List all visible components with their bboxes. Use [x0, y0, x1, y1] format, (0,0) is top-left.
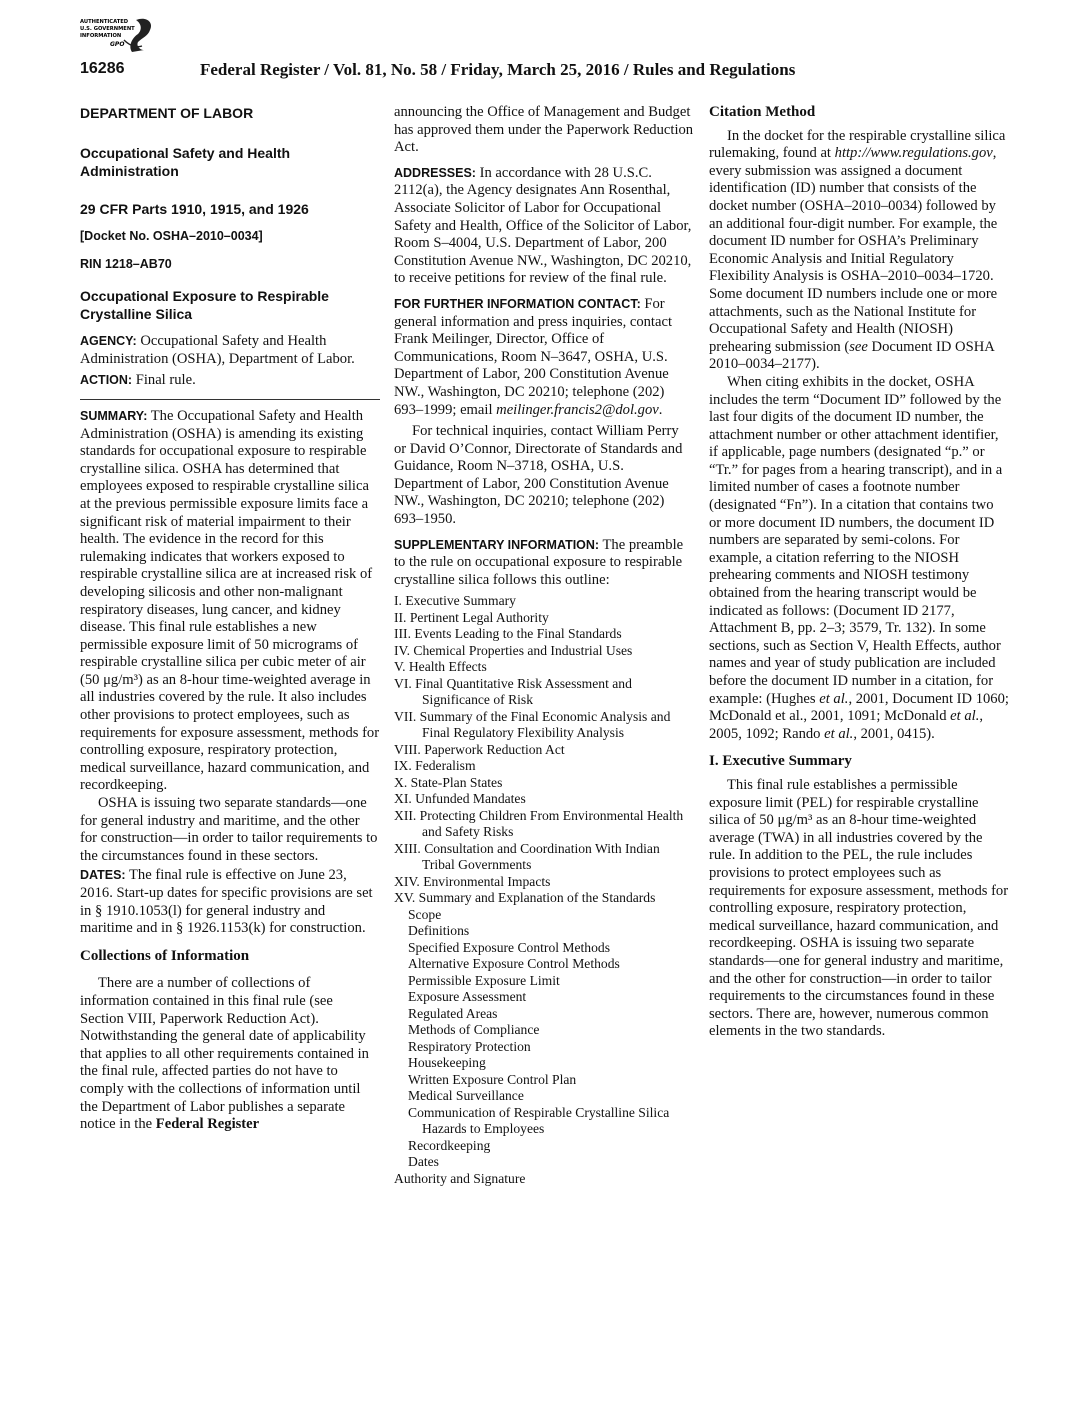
cfr-parts: 29 CFR Parts 1910, 1915, and 1926	[80, 201, 309, 217]
outline-item: IV. Chemical Properties and Industrial Uses	[394, 642, 633, 658]
outline-item: XI. Unfunded Mandates	[394, 791, 526, 807]
addresses-label: ADDRESSES:	[394, 165, 476, 180]
logo-line-1: AUTHENTICATED	[80, 19, 129, 25]
outline-item: II. Pertinent Legal Authority	[394, 609, 549, 625]
supplementary-block	[394, 537, 694, 590]
dates-block	[80, 867, 380, 937]
summary-block	[80, 408, 380, 795]
contact-email[interactable]: meilinger.francis2@dol.gov	[496, 401, 659, 418]
column-3	[709, 104, 1009, 1041]
summary-label: SUMMARY:	[80, 408, 148, 423]
outline-subitem: Alternative Exposure Control Methods	[408, 956, 620, 972]
federal-register-term: Federal Register	[155, 1116, 260, 1133]
divider	[80, 399, 380, 400]
rule-title: Occupational Exposure to Respirable Crystalline Silica	[80, 288, 329, 323]
dates-text: The final rule is effective on June 23, 2016. Start-up dates for specific provisions are set in § 1910.1053(l) for general industry and maritime and in § 1926.1153(k) for construction.	[80, 867, 373, 937]
agency-block	[80, 333, 380, 368]
technical-inquiries: For technical inquiries, contact William Perry or David O’Connor, Directorate of Standards and Guidance, Room N–3718, OSHA, U.S. Department of Labor, 200 Constitution Avenue NW., Washington, DC 20210; telephone (202) 693–1950.	[394, 423, 683, 528]
outline-item: XIII. Consultation and Coordination With Indian Tribal Governments	[394, 840, 660, 873]
collections-heading: Collections of Information	[80, 947, 250, 964]
outline-subitem: Communication of Respirable Crystalline Silica Hazards to Employees	[408, 1104, 670, 1137]
outline-item: X. State-Plan States	[394, 774, 503, 790]
outline-item: VIII. Paperwork Reduction Act	[394, 741, 565, 757]
action-text: Final rule.	[135, 372, 196, 389]
outline-subitem: Scope	[408, 906, 442, 922]
docket-number: [Docket No. OSHA–2010–0034]	[80, 229, 263, 243]
rin-number: RIN 1218–AB70	[80, 256, 172, 271]
logo-line-3: INFORMATION	[80, 33, 122, 39]
outline-list	[394, 593, 694, 1187]
outline-item: I. Executive Summary	[394, 593, 516, 609]
citation-paragraph-1: In the docket for the respirable crystalline silica rulemaking, found at http://www.regulations.gov, every submission was assigned a document identification (ID) number that consists of the docket number (OSHA–2010–0034) followed by an additional four-digit number. For example, the document ID number for OSHA’s Preliminary Economic Analysis and Initial Regulatory Flexibility Analysis is OSHA–2010–0034–1720. Some document ID numbers include one or more attachments, such as the National Institute for Occupational Safety and Health (NIOSH) prehearing submission (see Document ID OSHA 2010–0034–2177).	[709, 127, 1006, 373]
summary-text: The Occupational Safety and Health Administration (OSHA) is amending its existing standards for occupational exposure to respirable crystalline silica. OSHA has determined that employees exposed to respirable crystalline silica at the previous permissible exposure limits face a significant risk of material impairment to their health. The evidence in the record for this rulemaking indicates that workers exposed to respirable crystalline silica are at increased risk of developing silicosis and other non-malignant respiratory diseases, lung cancer, and kidney disease. This final rule establishes a new permissible exposure limit of 50 micrograms of respirable crystalline silica per cubic meter of air (50 μg/m³) as an 8-hour time-weighted average in all industries covered by the rule. It also includes other provisions to protect employees, such as requirements for exposure assessment, methods for controlling exposure, respiratory protection, medical surveillance, hazard communication, and recordkeeping.	[80, 407, 380, 794]
collections-text: There are a number of collections of information contained in this final rule (see Section VIII, Paperwork Reduction Act). Notwithstanding the general date of applicability that applies to all other requirements contained in the final rule, affected parties do not have to comply with the collections of information until the Department of Labor publishes a separate notice in the Federal Register	[80, 975, 369, 1133]
outline-subitem: Respiratory Protection	[408, 1038, 531, 1054]
outline-subitem: Definitions	[408, 923, 470, 939]
outline-subitem: Specified Exposure Control Methods	[408, 939, 610, 955]
regulations-link[interactable]: http://www.regulations.gov	[834, 145, 993, 162]
continued-text: announcing the Office of Management and Budget has approved them under the Paperwork Reduction Act.	[394, 104, 694, 156]
outline-subitem: Permissible Exposure Limit	[408, 972, 560, 988]
outline-subitem: Recordkeeping	[408, 1137, 491, 1153]
agency-text: Occupational Safety and Health Administration (OSHA), Department of Labor.	[80, 333, 355, 367]
addresses-block	[394, 165, 694, 288]
outline-subitem: Exposure Assessment	[408, 989, 527, 1005]
outline-item: VII. Summary of the Final Economic Analysis and Final Regulatory Flexibility Analysis	[394, 708, 671, 741]
addresses-text: In accordance with 28 U.S.C. 2112(a), the Agency designates Ann Rosenthal, Associate Solicitor of Labor for Occupational Safety and Health, Office of the Solicitor of Labor, Room S–4004, U.S. Department of Labor, 200 Constitution Avenue NW., Washington, DC 20210, to receive petitions for review of the final rule.	[394, 164, 692, 287]
citation-paragraph-2: When citing exhibits in the docket, OSHA includes the term “Document ID” followed by the last four digits of the document ID number, the attachment number or other attachment identifier, if applicable, page numbers (designated “p.” or “Tr.” for pages from a hearing transcript), and in a limited number of cases a footnote number (designated “Fn”). In a citation that contains two or more document ID numbers, the document ID numbers are separated by semi-colons. For example, a citation referring to the NIOSH prehearing comments and NIOSH testimony obtained from the hearing transcript would be indicated as follows: (Document ID 2177, Attachment B, pp. 2–3; 3579, Tr. 132). In some sections, such as Section V, Health Effects, author names and year of study publication are included before the document ID number in a citation, for example: (Hughes et al., 2001, Document ID 1060; McDonald et al., 2001, 1091; McDonald et al., 2005, 1092; Rando et al., 2001, 0415).	[709, 373, 1009, 742]
outline-subitem: Methods of Compliance	[408, 1022, 540, 1038]
action-block	[80, 372, 380, 390]
outline-subitem: Dates	[408, 1154, 439, 1170]
outline-subitem: Written Exposure Control Plan	[408, 1071, 577, 1087]
outline-subitem: Medical Surveillance	[408, 1088, 524, 1104]
supplementary-label: SUPPLEMENTARY INFORMATION:	[394, 537, 600, 552]
outline-subitem: Housekeeping	[408, 1055, 486, 1071]
running-head: Federal Register / Vol. 81, No. 58 / Friday, March 25, 2016 / Rules and Regulations	[200, 60, 796, 79]
citation-heading: Citation Method	[709, 104, 816, 120]
running-header	[80, 58, 1010, 84]
outline-item: XII. Protecting Children From Environmental Health and Safety Risks	[394, 807, 684, 840]
outline-item: V. Health Effects	[394, 659, 487, 675]
outline-item: IX. Federalism	[394, 758, 476, 774]
logo-line-4: GPO	[110, 41, 125, 48]
executive-summary-text: This final rule establishes a permissible exposure limit (PEL) for respirable crystalline silica of 50 μg/m³ as an 8-hour time-weighted average (TWA) in all industries covered by the rule. In addition to the PEL, the rule includes provisions to protect employees such as requirements for exposure assessment, methods for controlling exposure, respiratory protection, medical surveillance, hazard communication, and recordkeeping. OSHA is issuing two separate standards—one for general industry and maritime, and the other for construction—in order to tailor requirements to the circumstances found in these sectors. There are, however, numerous common elements in the two standards.	[709, 776, 1009, 1040]
outline-item: Authority and Signature	[394, 1170, 526, 1186]
further-info-label: FOR FURTHER INFORMATION CONTACT:	[394, 296, 641, 311]
agency-name: Occupational Safety and Health Administration	[80, 145, 291, 179]
outline-item: VI. Final Quantitative Risk Assessment and Significance of Risk	[394, 675, 632, 708]
executive-summary-heading: I. Executive Summary	[709, 753, 852, 770]
outline-item: XV. Summary and Explanation of the Standards	[394, 890, 656, 906]
summary-text-2: OSHA is issuing two separate standards—one for general industry and maritime, and the other for construction—in order to tailor requirements to the circumstances found in these sectors.	[80, 795, 378, 864]
logo-line-2: U.S. GOVERNMENT	[80, 26, 135, 32]
action-label: ACTION:	[80, 373, 133, 388]
department: DEPARTMENT OF LABOR	[80, 105, 254, 121]
column-2	[394, 104, 694, 1187]
agency-label: AGENCY:	[80, 334, 137, 349]
gpo-authenticated-logo	[80, 16, 158, 56]
outline-subitem: Regulated Areas	[408, 1005, 498, 1021]
column-1	[80, 104, 380, 1134]
outline-item: XIV. Environmental Impacts	[394, 873, 551, 889]
dates-label: DATES:	[80, 868, 126, 883]
supplementary-text: The preamble to the rule on occupational exposure to respirable crystalline silica follows this outline:	[394, 536, 684, 588]
outline-item: III. Events Leading to the Final Standards	[394, 626, 622, 642]
further-info-block: FOR FURTHER INFORMATION CONTACT: For general information and press inquiries, contact Frank Meilinger, Director, Office of Communications, Room N–3647, OSHA, U.S. Department of Labor, 200 Constitution Avenue NW., Washington, DC 20210; telephone (202) 693–1999; email meilinger.francis2@dol.gov.	[394, 295, 673, 418]
page-number: 16286	[80, 60, 125, 77]
further-info-text: For general information and press inquiries, contact Frank Meilinger, Director, Office of Communications, Room N–3647, OSHA, U.S. Department of Labor, 200 Constitution Avenue NW., Washington, DC 20210; telephone (202) 693–1999; email	[394, 295, 673, 418]
